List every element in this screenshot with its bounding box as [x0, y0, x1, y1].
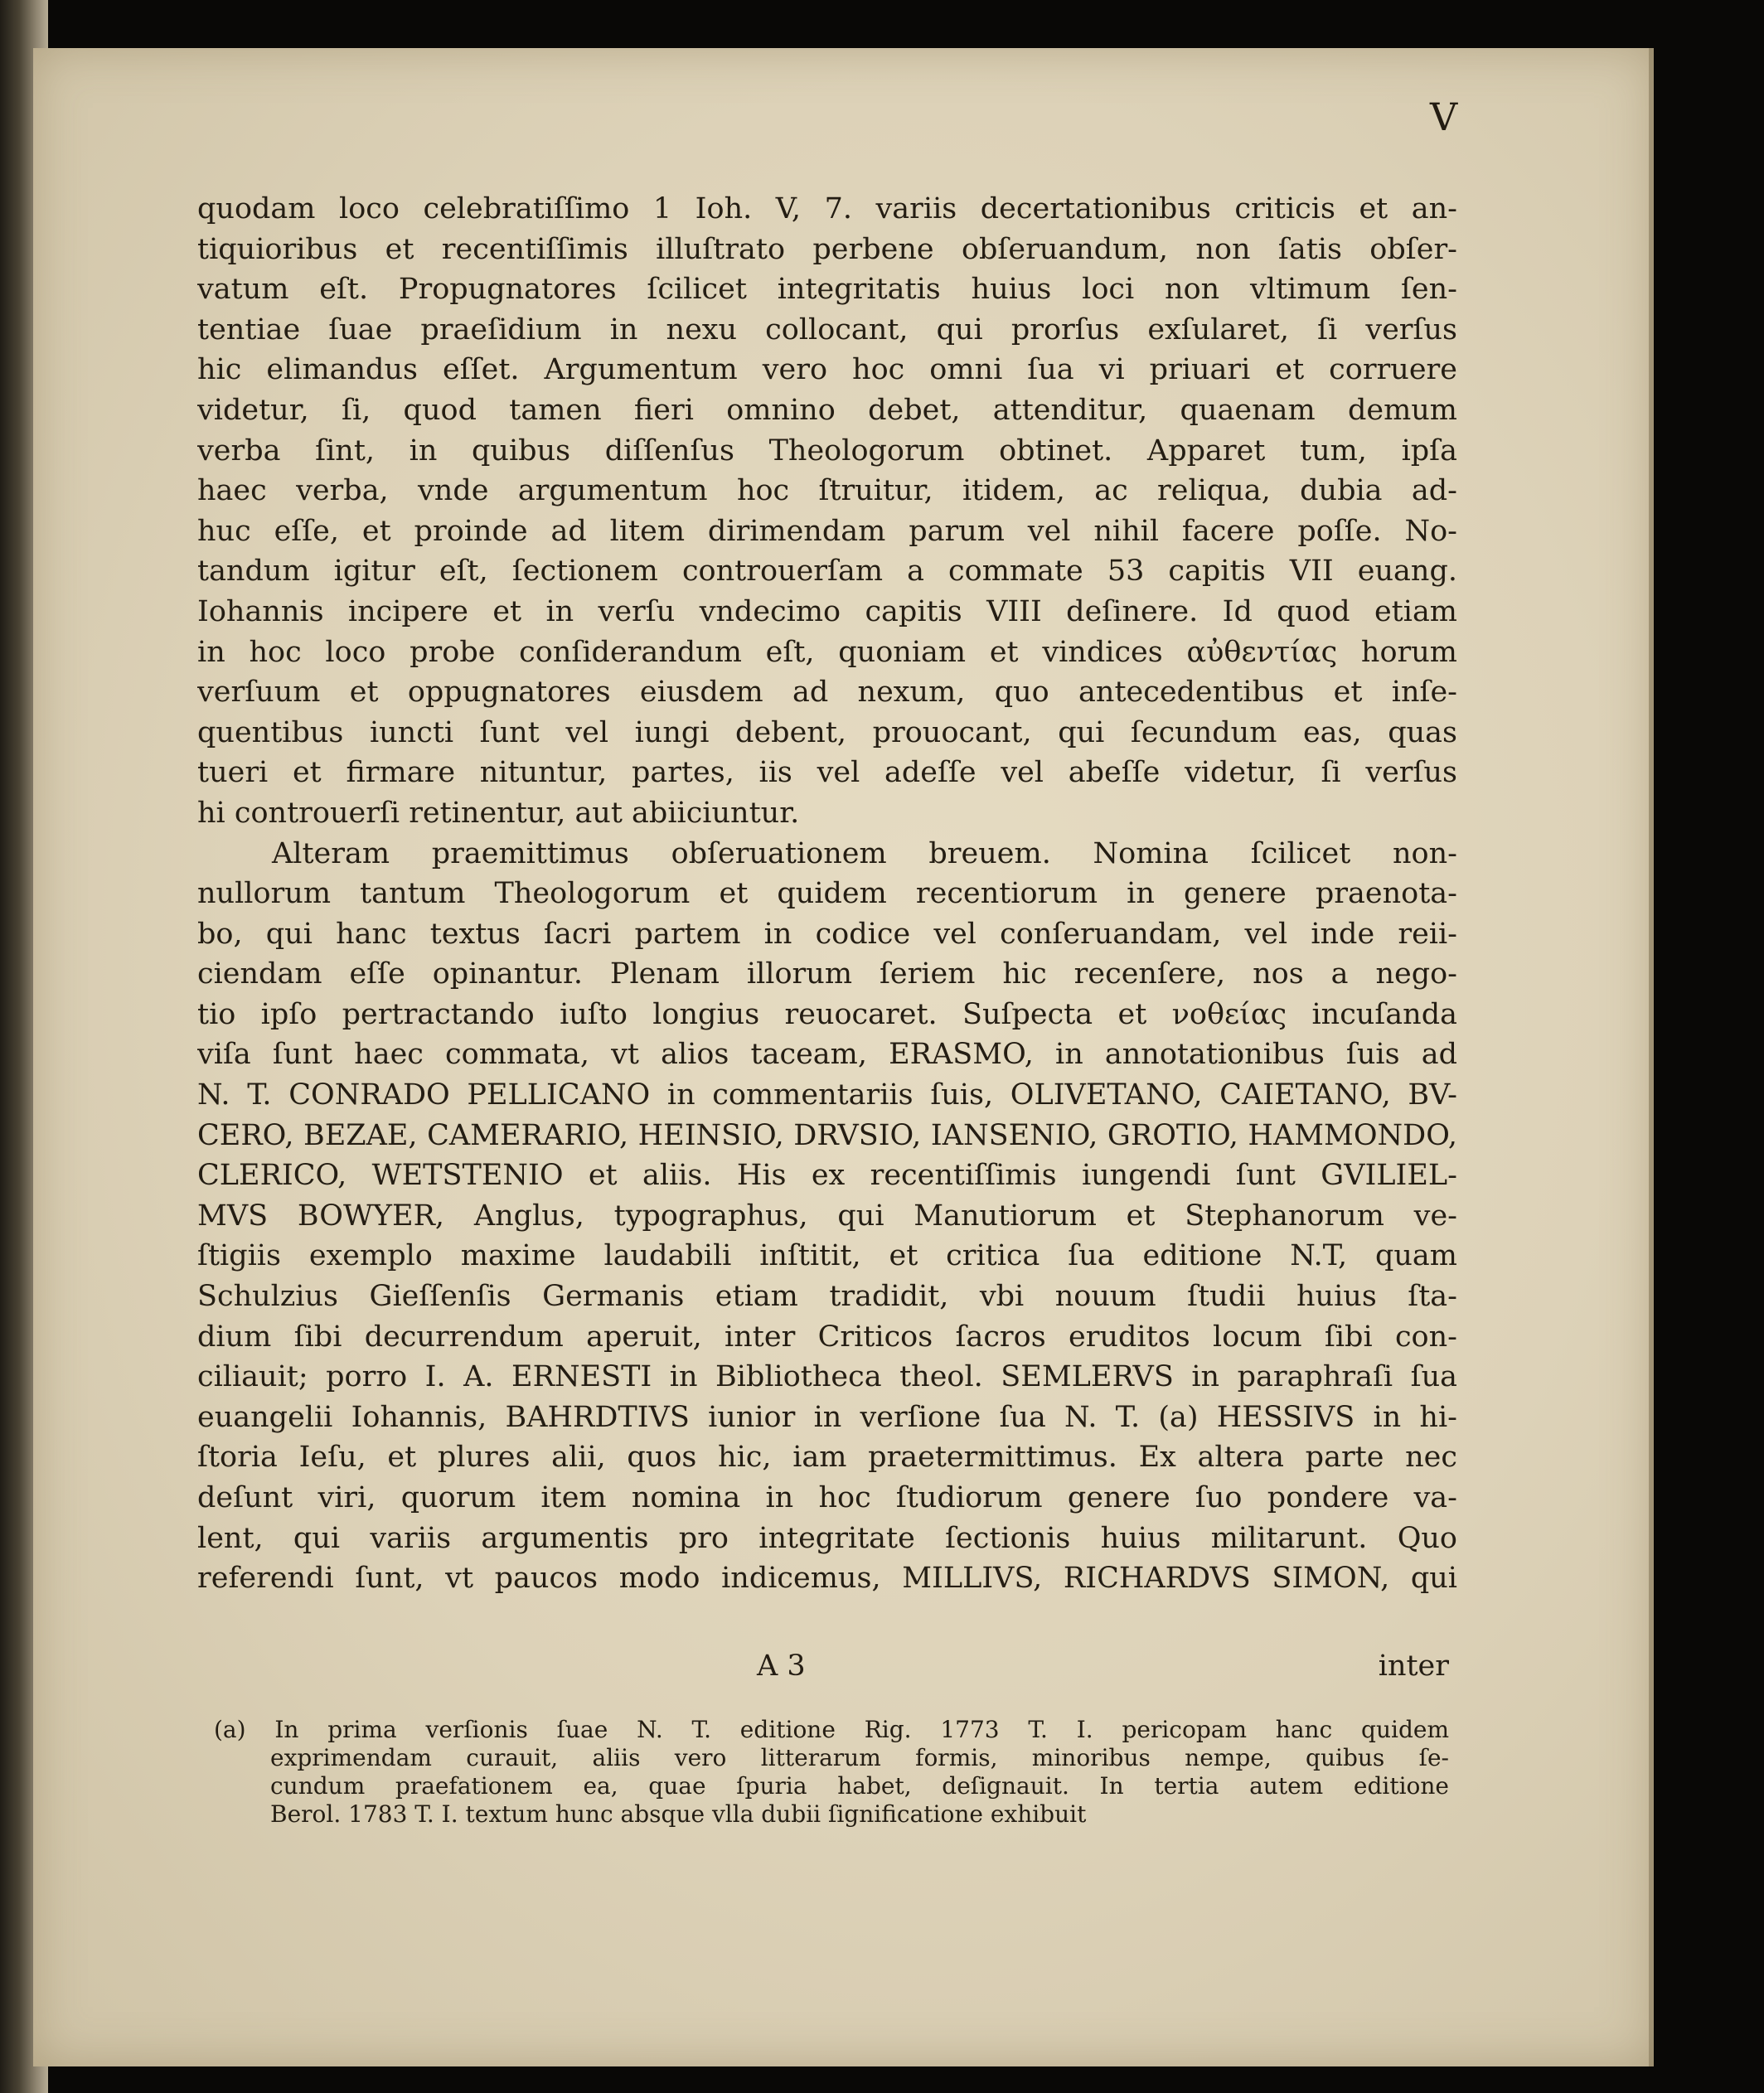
body-line: verba ſint, in quibus diſſenſus Theologorum obtinet. Apparet tum, ipſa: [197, 434, 1457, 468]
body-line: ciendam eſſe opinantur. Plenam illorum ſeriem hic recenſere, nos a nego-: [197, 957, 1457, 991]
footnote: [214, 1716, 1449, 1829]
body-line: hi controuerſi retinentur, aut abiiciuntur.: [197, 796, 800, 830]
body-line: tentiae ſuae praeſidium in nexu collocant, qui prorſus exſularet, ſi verſus: [197, 312, 1457, 346]
body-line: CERO, BEZAE, CAMERARIO, HEINSIO, DRVSIO, IANSENIO, GROTIO, HAMMONDO,: [197, 1118, 1457, 1152]
body-line: lent, qui variis argumentis pro integritate ſectionis huius militarunt. Quo: [197, 1521, 1457, 1555]
body-line: tueri et firmare nituntur, partes, iis vel adeſſe vel abeſſe videtur, ſi verſus: [197, 756, 1457, 790]
body-line: tiquioribus et recentiſſimis illuſtrato perbene obſeruandum, non ſatis obſer-: [197, 232, 1457, 266]
body-line: haec verba, vnde argumentum hoc ſtruitur, itidem, ac reliqua, dubia ad-: [197, 474, 1457, 508]
body-line: nullorum tantum Theologorum et quidem recentiorum in genere praenota-: [197, 877, 1457, 911]
body-line: ſtigiis exemplo maxime laudabili inſtitit, et critica ſua editione N.T, quam: [197, 1239, 1457, 1273]
body-line: tandum igitur eſt, ſectionem controuerſam a commate 53 capitis VII euang.: [197, 555, 1457, 589]
body-line: CLERICO, WETSTENIO et aliis. His ex recentiſſimis iungendi ſunt GVILIEL-: [197, 1159, 1457, 1193]
signature-row: [197, 1648, 1449, 1694]
body-line: quodam loco celebratiſſimo 1 Ioh. V, 7. variis decertationibus criticis et an-: [197, 192, 1457, 225]
body-line: hic elimandus eſſet. Argumentum vero hoc omni ſua vi priuari et corruere: [197, 353, 1457, 387]
footnote-line: exprimendam curauit, aliis vero litterarum formis, minoribus nempe, quibus ſe-: [270, 1744, 1449, 1771]
body-line: referendi ſunt, vt paucos modo indicemus, MILLIVS, RICHARDVS SIMON, qui: [197, 1562, 1457, 1596]
body-line: quentibus iuncti ſunt vel iungi debent, prouocant, qui ſecundum eas, quas: [197, 715, 1457, 749]
body-line: MVS BOWYER, Anglus, typographus, qui Manutiorum et Stephanorum ve-: [197, 1199, 1457, 1233]
body-line: N. T. CONRADO PELLICANO in commentariis ſuis, OLIVETANO, CAIETANO, BV-: [197, 1078, 1457, 1112]
body-line: deſunt viri, quorum item nomina in hoc ſtudiorum genere ſuo pondere va-: [197, 1481, 1457, 1514]
body-line: dium ſibi decurrendum aperuit, inter Criticos ſacros eruditos locum ſibi con-: [197, 1320, 1457, 1354]
body-line: bo, qui hanc textus ſacri partem in codice vel conſeruandam, vel inde reii-: [197, 917, 1457, 951]
body-line: vatum eſt. Propugnatores ſcilicet integritatis huius loci non vltimum ſen-: [197, 273, 1457, 307]
body-line: Schulzius Gieſſenſis Germanis etiam tradidit, vbi nouum ſtudii huius ſta-: [197, 1280, 1457, 1314]
body-line: viſa ſunt haec commata, vt alios taceam, ERASMO, in annotationibus ſuis ad: [197, 1038, 1457, 1072]
signature-mark: A 3: [757, 1650, 806, 1683]
body-line: videtur, ſi, quod tamen fieri omnino debet, attenditur, quaenam demum: [197, 393, 1457, 427]
body-line: ciliauit; porro I. A. ERNESTI in Bibliotheca theol. SEMLERVS in paraphraſi ſua: [197, 1360, 1457, 1394]
footnote-line: (a) In prima verſionis ſuae N. T. editione Rig. 1773 T. I. pericopam hanc quidem: [214, 1716, 1449, 1743]
body-line: Iohannis incipere et in verſu vndecimo capitis VIII deſinere. Id quod etiam: [197, 594, 1457, 628]
page-number: V: [1430, 94, 1458, 139]
body-text: [197, 189, 1457, 1599]
catchword: inter: [1378, 1650, 1449, 1683]
footnote-line: cundum praefationem ea, quae ſpuria habet, deſignauit. In tertia autem editione: [270, 1772, 1449, 1800]
body-line: euangelii Iohannis, BAHRDTIVS iunior in verſione ſua N. T. (a) HESSIVS in hi-: [197, 1400, 1457, 1434]
body-line: tio ipſo pertractando iuſto longius reuocaret. Suſpecta et νοθείας incuſanda: [197, 997, 1457, 1031]
paragraph-first-line: Alteram praemittimus obſeruationem breuem. Nomina ſcilicet non-: [272, 836, 1457, 870]
body-line: huc eſſe, et proinde ad litem dirimendam parum vel nihil facere poſſe. No-: [197, 514, 1457, 548]
footnote-line: Berol. 1783 T. I. textum hunc absque vlla dubii ſignificatione exhibuit: [270, 1800, 1087, 1828]
body-line: ſtoria Ieſu, et plures alii, quos hic, iam praetermittimus. Ex altera parte nec: [197, 1441, 1457, 1475]
body-line: in hoc loco probe conſiderandum eſt, quoniam et vindices αὐθεντίας horum: [197, 635, 1457, 669]
body-line: verſuum et oppugnatores eiusdem ad nexum, quo antecedentibus et inſe-: [197, 676, 1457, 710]
